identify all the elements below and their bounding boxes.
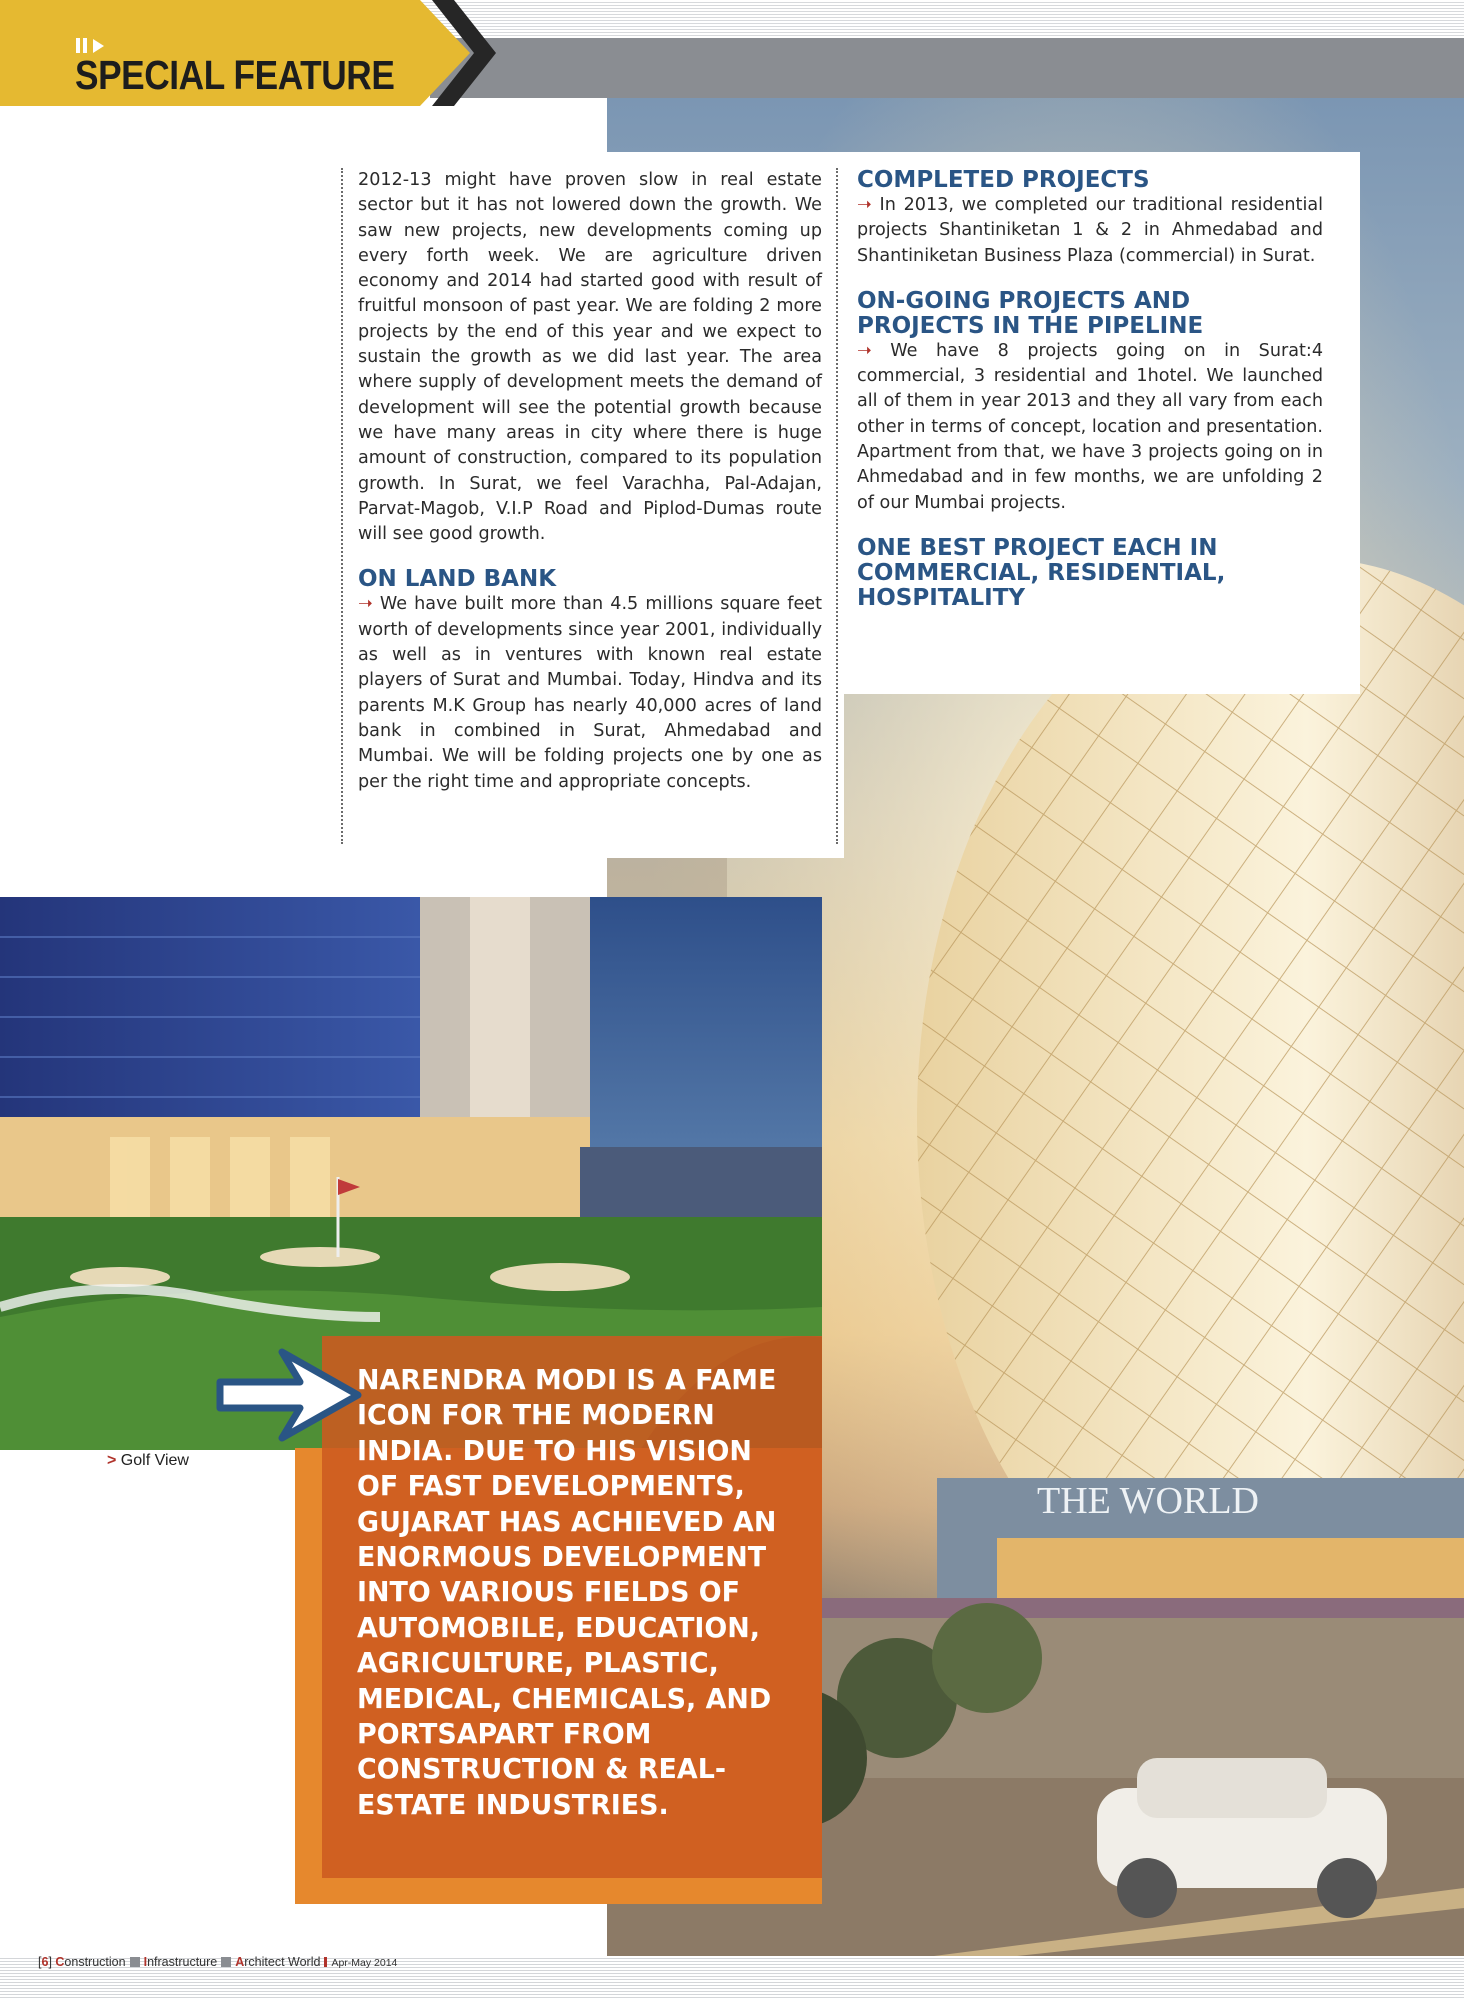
bullet-arrow-icon: ➝ [857,195,872,215]
page-footer: [6] Construction Infrastructure Architect World Apr-May 2014 [38,1955,398,1969]
right-arrow-icon [212,1342,362,1448]
completed-paragraph: ➝ In 2013, we completed our traditional residential projects Shantiniketan 1 & 2 in Ahmedabad and Shantiniketan Business Plaza (commercial) in Surat. [857,195,1324,266]
best-project-heading: ONE BEST PROJECT EACH IN COMMERCIAL, RESIDENTIAL, HOSPITALITY [857,534,1226,611]
bullet-arrow-icon: ➝ [358,594,373,615]
article-column-left [341,168,837,844]
header-grey-band [430,38,1464,98]
land-bank-paragraph: ➝ We have built more than 4.5 millions square feet worth of developments since year 2001, individually as well as in ventures with known real estate players of Surat and Mumbai. Today, Hindva and its parents M.K Group has nearly 40,000 acres of land bank in combined in Surat, Ahmedabad and Mumbai. We will be folding projects one by one as per the right time and appropriate concepts. [358,594,823,792]
ongoing-paragraph: ➝ We have 8 projects going on in Surat:4 commercial, 3 residential and 1hotel. We launched all of them in year 2013 and they all vary from each other in terms of concept, location and presentation. Apartment from that, we have 3 projects going on in Ahmedabad and in few months, we are unfolding 2 of our Mumbai projects. [857,340,1324,513]
photo-caption: > Golf View [107,1452,189,1469]
completed-heading: COMPLETED PROJECTS [857,167,1150,193]
page-number: 6 [41,1955,49,1969]
article-column-right [836,168,1342,844]
pull-quote: NARENDRA MODI IS A FAME ICON FOR THE MODERN INDIA. DUE TO HIS VISION OF FAST DEVELOPMENTS, GUJARAT HAS ACHIEVED AN ENORMOUS DEVELOPMENT INTO VARIOUS FIELDS OF AUTOMOBILE, EDUCATION, AGRICULTURE, PLASTIC, MEDICAL, CHEMICALS, AND PORTSAPART FROM CONSTRUCTION & REAL-ESTATE INDUSTRIES. [357,1363,777,1821]
issue-date: Apr-May 2014 [331,1957,398,1969]
ongoing-heading: ON-GOING PROJECTS AND PROJECTS IN THE PIPELINE [857,287,1204,339]
magazine-logo-icon [76,38,104,53]
land-bank-heading: ON LAND BANK [358,566,557,593]
building-sign: THE WORLD [1037,1480,1259,1522]
intro-paragraph: 2012-13 might have proven slow in real estate sector but it has not lowered down the growth. We saw new projects, new developments coming up every forth week. We are agriculture driven economy and 2014 had started good with result of fruitful monsoon of past year. We are folding 2 more projects by the end of this year and we expect to sustain the growth as we did last year. The area where supply of development meets the demand of development will see the potential growth because we have many areas in city where there is huge amount of construction, compared to its population growth. In Surat, we feel Varachha, Pal-Adajan, Parvat-Magob, V.I.P Road and Piplod-Dumas route will see good growth. [358,170,822,545]
bullet-arrow-icon: ➝ [857,340,872,361]
section-title: SPECIAL FEATURE [75,52,395,98]
